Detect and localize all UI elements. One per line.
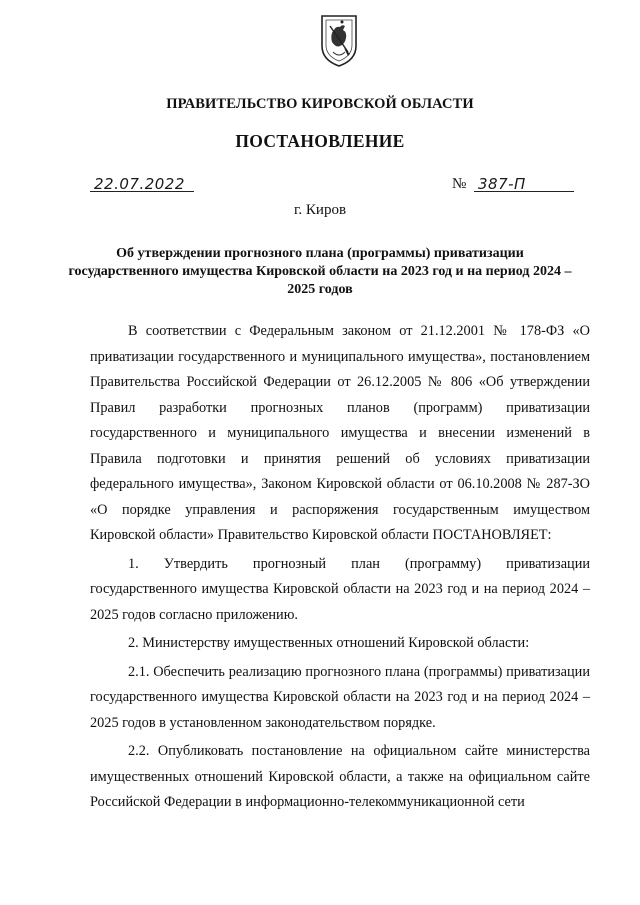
number-underline	[474, 191, 574, 192]
decree-body	[90, 319, 590, 816]
paragraph-item-2: 2. Министерству имущественных отношений Кировской области:	[128, 635, 530, 651]
date-underline	[90, 191, 194, 192]
city-line: г. Киров	[293, 202, 347, 218]
decree-subject: Об утверждении прогнозного плана (программы) приватизации государственного имущества Кировской области на 2023 год и на период 2024 – 2025 годов	[68, 246, 572, 297]
paragraph-item-2-1: 2.1. Обеспечить реализацию прогнозного плана (программы) приватизации государственного имущества Кировской области на 2023 год и на период 2024 – 2025 годов в установленном законодательством порядке.	[90, 663, 590, 731]
decree-number: 387-П	[478, 175, 526, 193]
paragraph-item-1: 1. Утвердить прогнозный план (программу) приватизации государственного имущества Кировской области на 2023 год и на период 2024 – 2025 годов согласно приложению.	[90, 555, 590, 623]
paragraph-preamble: В соответствии с Федеральным законом от 21.12.2001 № 178-ФЗ «О приватизации государственного и муниципального имущества», постановлением Правительства Российской Федерации от 26.12.2005 № 806 «Об утверждении Правил разработки прогнозных планов (программ) приватизации государственного и муниципального имущества и внесении изменений в Правила подготовки и принятия решений об условиях приватизации федерального имущества», Законом Кировской области от 06.10.2008 № 287-ЗО «О порядке управления и распоряжения государственным имуществом Кировской области» Правительство Кировской области ПОСТАНОВЛЯЕТ:	[90, 323, 590, 543]
coat-of-arms-icon	[318, 12, 360, 68]
number-label: №	[452, 176, 467, 192]
decree-date: 22.07.2022	[94, 175, 185, 193]
government-title: ПРАВИТЕЛЬСТВО КИРОВСКОЙ ОБЛАСТИ	[166, 96, 474, 112]
document-type-title: ПОСТАНОВЛЕНИЕ	[235, 131, 405, 151]
paragraph-item-2-2: 2.2. Опубликовать постановление на официальном сайте министерства имущественных отношений Кировской области, а также на официальном сайте Российской Федерации в информационно-телекоммуникационной сети	[90, 743, 590, 810]
